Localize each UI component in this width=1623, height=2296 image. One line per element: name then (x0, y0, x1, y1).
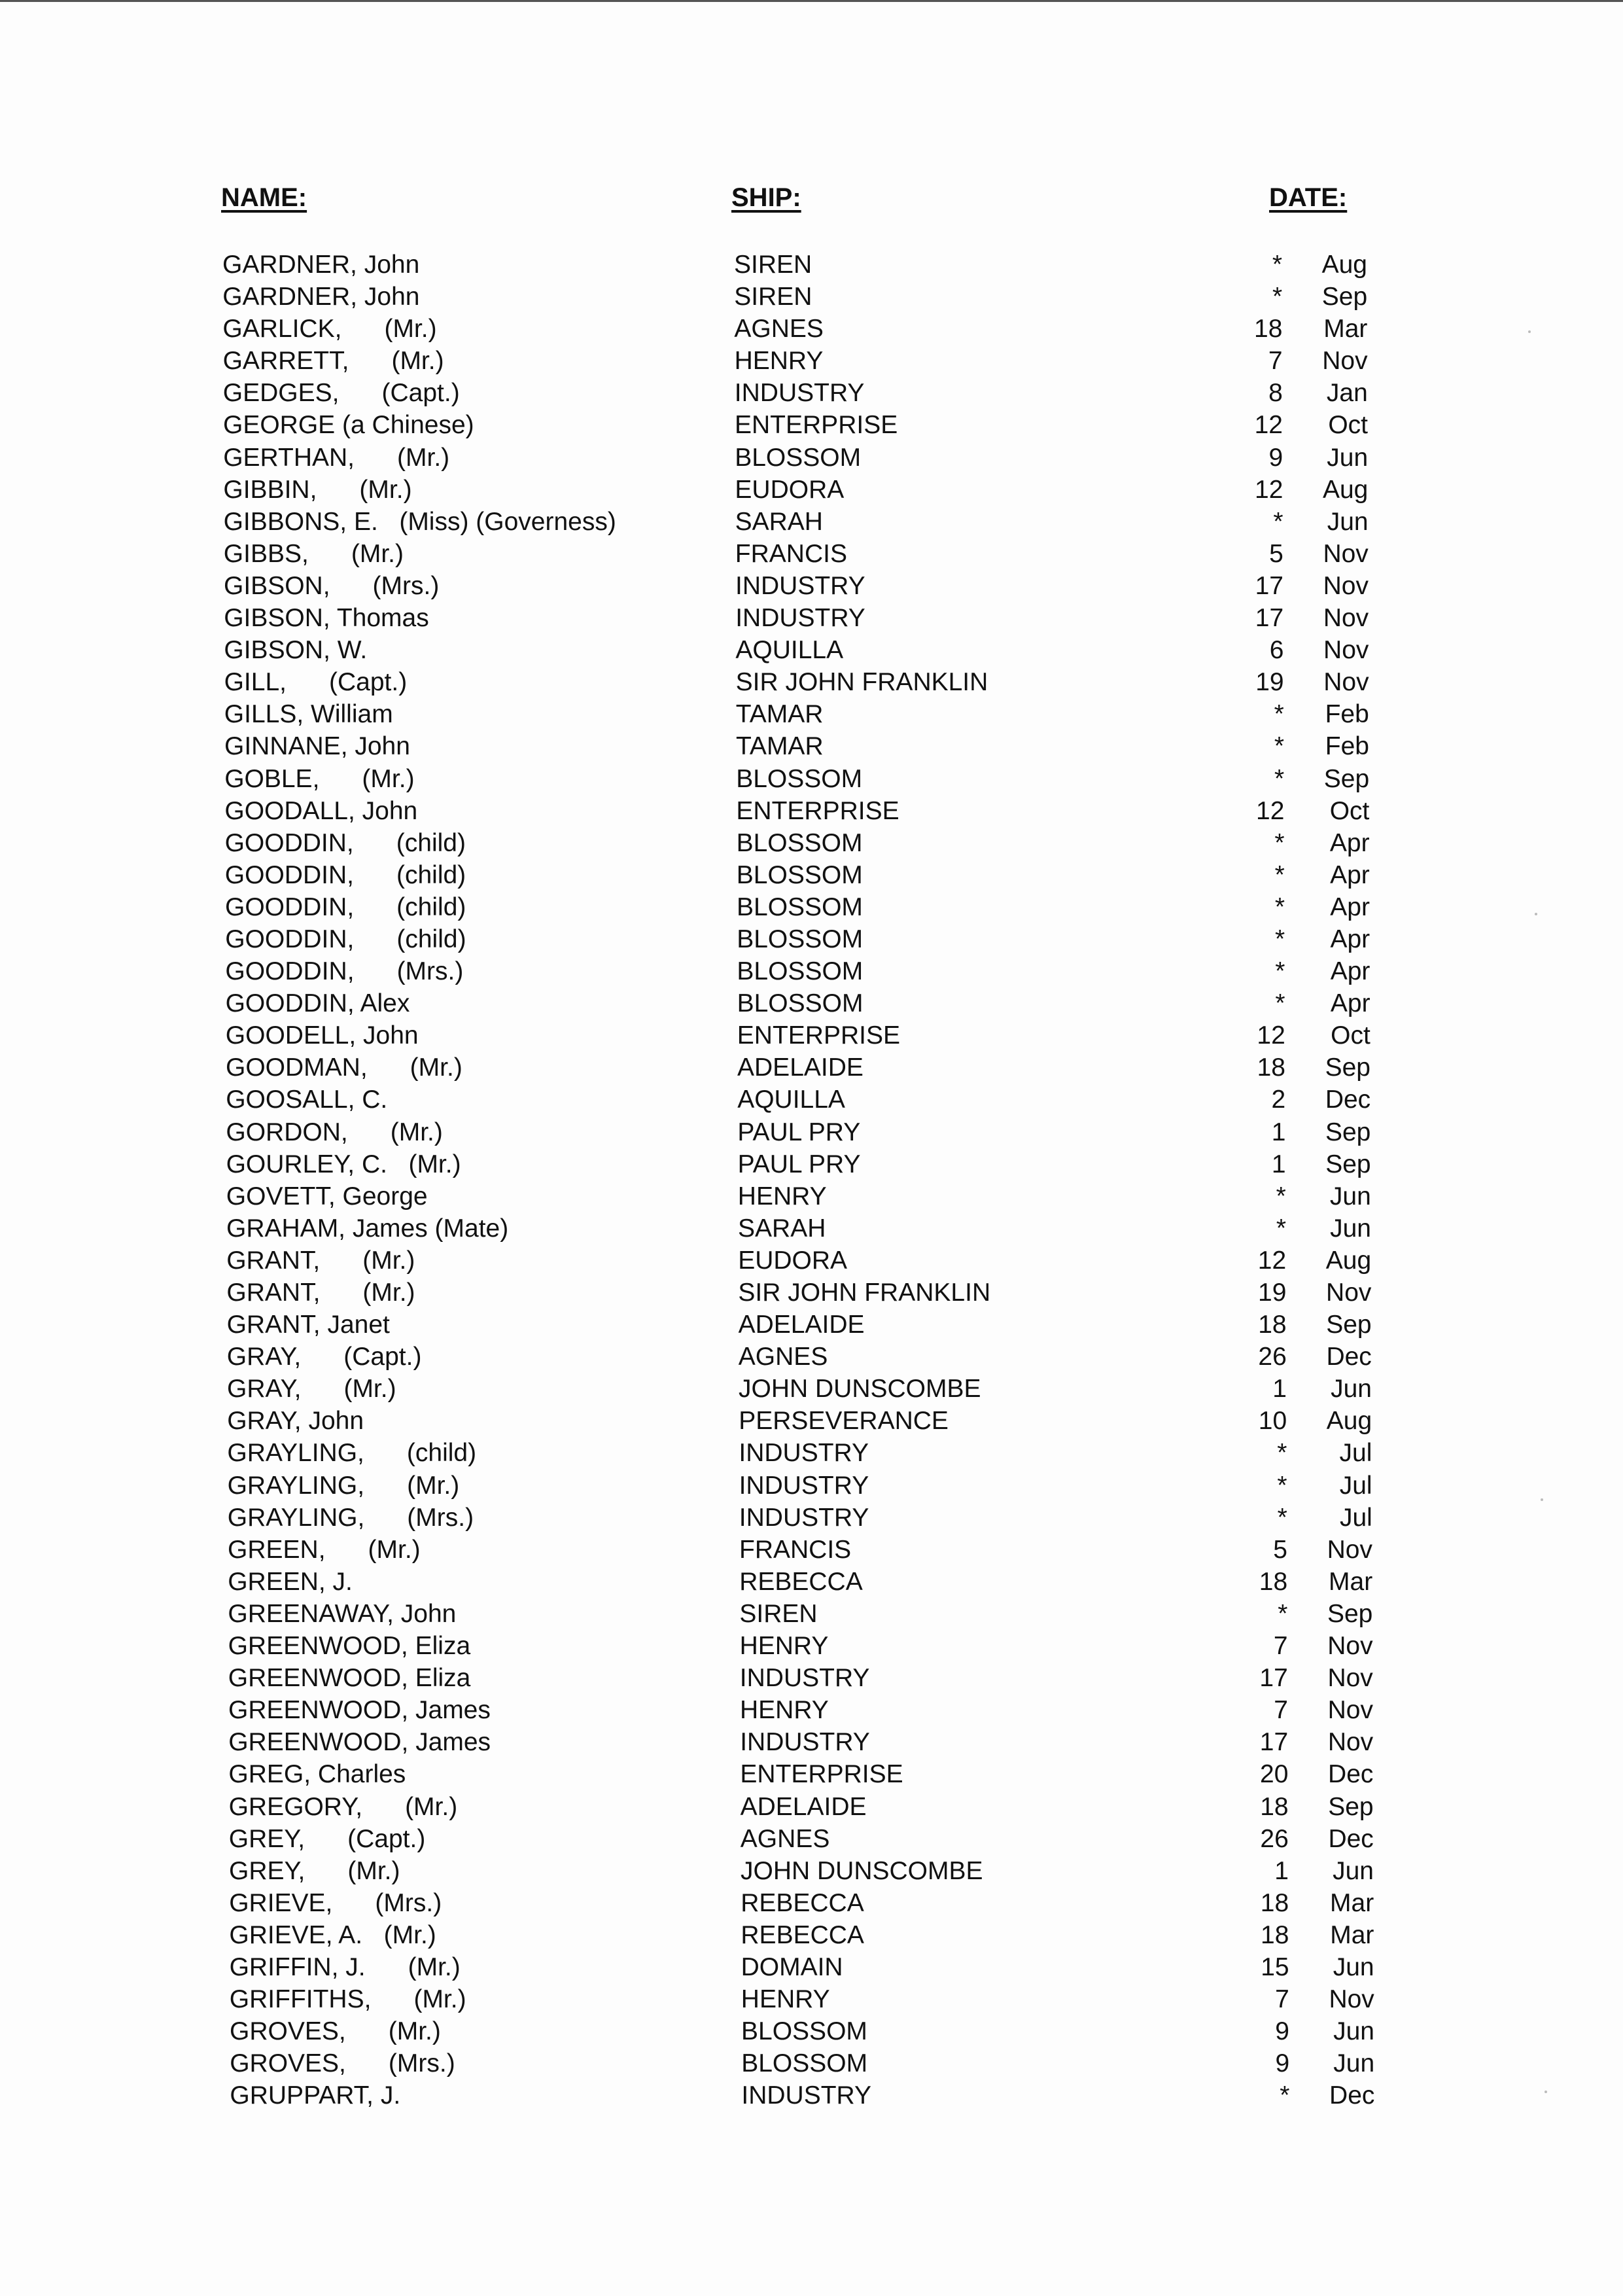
passenger-name: GRANT, Janet (226, 1311, 390, 1339)
passenger-name: GRANT, (Mr.) (226, 1279, 415, 1307)
passenger-list (0, 249, 1623, 2111)
passenger-name: GOOSALL, C. (226, 1086, 388, 1114)
arrival-day: 5 (1273, 1535, 1287, 1564)
arrival-day: 17 (1255, 571, 1283, 600)
arrival-day: 5 (1269, 539, 1283, 568)
table-row (7, 1951, 1623, 1983)
arrival-month: Feb (1325, 732, 1369, 761)
passenger-name: GOODDIN, (child) (225, 892, 466, 921)
arrival-month: Nov (1327, 1632, 1373, 1661)
arrival-month: Jun (1333, 1856, 1374, 1885)
arrival-month: Mar (1330, 1920, 1374, 1949)
arrival-day: 7 (1273, 1632, 1288, 1661)
table-row (5, 1502, 1623, 1534)
table-row (5, 1373, 1623, 1405)
ship-name: ENTERPRISE (736, 796, 899, 825)
arrival-month: Jun (1327, 443, 1369, 472)
passenger-name: GRIEVE, (Mrs.) (229, 1888, 442, 1917)
table-row (4, 1180, 1623, 1212)
arrival-month: Nov (1323, 636, 1369, 665)
arrival-month: Sep (1327, 1599, 1373, 1628)
arrival-day: 6 (1269, 636, 1284, 665)
table-row (3, 955, 1623, 987)
table-row (7, 1823, 1623, 1855)
ship-name: INDUSTRY (739, 1439, 869, 1468)
ship-name: SIREN (734, 251, 812, 279)
table-row (6, 1694, 1623, 1726)
arrival-month: Aug (1326, 1407, 1372, 1436)
table-row (7, 1919, 1623, 1951)
ship-name: INDUSTRY (739, 1664, 870, 1693)
table-row (7, 1983, 1623, 2015)
table-row (0, 281, 1623, 313)
ship-name: BLOSSOM (737, 925, 864, 953)
arrival-day: * (1274, 860, 1285, 889)
arrival-day: 12 (1256, 796, 1285, 825)
arrival-day: 9 (1275, 2049, 1290, 2078)
arrival-day: 12 (1255, 475, 1283, 504)
table-row (1, 538, 1623, 570)
table-row (1, 506, 1623, 538)
table-row (7, 2079, 1623, 2111)
arrival-month: Nov (1327, 1664, 1373, 1693)
table-row (6, 1630, 1623, 1662)
table-row (5, 1309, 1623, 1341)
table-row (3, 1116, 1623, 1148)
arrival-month: Mar (1323, 315, 1368, 344)
ship-name: SIR JOHN FRANKLIN (735, 668, 988, 697)
arrival-month: Jan (1326, 379, 1368, 408)
scan-speck (1535, 913, 1537, 915)
arrival-day: * (1274, 700, 1284, 729)
passenger-name: GRIEVE, A. (Mr.) (229, 1920, 436, 1949)
arrival-month: Aug (1322, 475, 1369, 504)
passenger-name: GOODDIN, Alex (225, 989, 410, 1018)
ship-name: INDUSTRY (740, 1728, 870, 1757)
passenger-name: GARRETT, (Mr.) (222, 347, 444, 376)
table-row (5, 1437, 1623, 1469)
arrival-day: * (1272, 251, 1282, 279)
passenger-name: GREENWOOD, James (228, 1728, 491, 1757)
arrival-month: Mar (1329, 1567, 1373, 1596)
arrival-day: 17 (1259, 1664, 1288, 1693)
ship-name: JOHN DUNSCOMBE (741, 1856, 983, 1885)
passenger-name: GORDON, (Mr.) (226, 1118, 443, 1146)
arrival-month: Nov (1323, 668, 1369, 697)
ship-name: SARAH (738, 1214, 826, 1243)
arrival-month: Sep (1325, 1118, 1371, 1146)
arrival-month: Nov (1327, 1728, 1374, 1757)
passenger-name: GRANT, (Mr.) (226, 1246, 415, 1275)
table-row (4, 1148, 1623, 1180)
ship-name: PAUL PRY (737, 1118, 861, 1146)
arrival-day: * (1276, 1182, 1286, 1210)
arrival-day: 12 (1254, 411, 1283, 440)
passenger-name: GARDNER, John (222, 251, 420, 279)
passenger-name: GREENWOOD, James (228, 1696, 491, 1725)
arrival-month: Oct (1328, 411, 1368, 440)
arrival-day: 12 (1257, 1246, 1287, 1275)
table-row (5, 1405, 1623, 1437)
arrival-month: Jul (1339, 1439, 1372, 1468)
arrival-day: * (1274, 764, 1285, 793)
passenger-name: GILL, (Capt.) (224, 668, 408, 697)
arrival-month: Mar (1330, 1888, 1374, 1917)
table-row (1, 442, 1623, 474)
ship-name: DOMAIN (741, 1952, 843, 1981)
arrival-month: Jun (1330, 1214, 1371, 1243)
passenger-name: GARDNER, John (222, 283, 420, 311)
arrival-day: 18 (1261, 1920, 1289, 1949)
arrival-day: 7 (1268, 347, 1283, 376)
ship-name: EUDORA (735, 475, 845, 504)
table-row (7, 1887, 1623, 1919)
table-row (4, 1245, 1623, 1277)
table-row (3, 1084, 1623, 1116)
table-row (0, 249, 1623, 281)
arrival-month: Feb (1325, 700, 1369, 729)
passenger-name: GEORGE (a Chinese) (223, 411, 474, 440)
ship-name: FRANCIS (739, 1535, 852, 1564)
arrival-day: * (1275, 989, 1285, 1018)
ship-name: INDUSTRY (741, 2081, 872, 2110)
arrival-day: 18 (1260, 1888, 1289, 1917)
table-row (0, 313, 1623, 345)
arrival-month: Apr (1330, 860, 1370, 889)
arrival-month: Aug (1325, 1246, 1372, 1275)
ship-name: BLOSSOM (741, 2049, 868, 2078)
arrival-day: 18 (1258, 1311, 1287, 1339)
passenger-name: GOODALL, John (224, 796, 418, 825)
table-row (1, 602, 1623, 634)
table-row (1, 377, 1623, 409)
arrival-month: Nov (1323, 604, 1369, 633)
arrival-day: 1 (1274, 1856, 1289, 1885)
passenger-name: GREEN, (Mr.) (228, 1535, 421, 1564)
arrival-day: 20 (1260, 1760, 1289, 1789)
arrival-day: * (1277, 1503, 1287, 1532)
table-row (2, 698, 1623, 730)
passenger-name: GRAY, (Capt.) (226, 1343, 422, 1371)
arrival-day: 15 (1261, 1952, 1289, 1981)
passenger-name: GRIFFITHS, (Mr.) (229, 1985, 466, 2014)
table-row (2, 795, 1623, 827)
passenger-name: GOODMAN, (Mr.) (226, 1053, 462, 1082)
arrival-day: * (1274, 732, 1284, 761)
arrival-month: Aug (1321, 251, 1367, 279)
ship-name: BLOSSOM (741, 2017, 867, 2046)
passenger-name: GIBSON, W. (224, 636, 368, 665)
table-row (3, 923, 1623, 955)
table-row (7, 2015, 1623, 2047)
passenger-name: GRAYLING, (Mrs.) (227, 1503, 474, 1532)
ship-name: BLOSSOM (736, 764, 863, 793)
passenger-name: GREY, (Capt.) (228, 1824, 426, 1853)
arrival-month: Nov (1323, 571, 1369, 600)
ship-name: SARAH (735, 507, 823, 536)
arrival-month: Jun (1327, 507, 1369, 536)
arrival-day: * (1273, 507, 1283, 536)
passenger-name: GREY, (Mr.) (229, 1856, 400, 1885)
table-row (3, 987, 1623, 1019)
arrival-day: * (1274, 892, 1285, 921)
arrival-month: Dec (1326, 1343, 1372, 1371)
passenger-name: GROVES, (Mrs.) (230, 2049, 455, 2078)
ship-name: PAUL PRY (737, 1150, 861, 1178)
arrival-month: Dec (1328, 1824, 1374, 1853)
ship-name: ENTERPRISE (740, 1760, 903, 1789)
ship-name: REBECCA (739, 1567, 863, 1596)
arrival-day: 8 (1268, 379, 1283, 408)
ship-name: AGNES (738, 1343, 828, 1371)
passenger-name: GREG, Charles (228, 1760, 406, 1789)
passenger-name: GREEN, J. (228, 1567, 353, 1596)
table-row (1, 409, 1623, 441)
arrival-month: Oct (1331, 1021, 1370, 1050)
scan-speck (1541, 1498, 1543, 1501)
ship-name: REBECCA (741, 1920, 864, 1949)
table-row (5, 1598, 1623, 1630)
arrival-day: * (1276, 1214, 1286, 1243)
ship-name: ADELAIDE (737, 1053, 864, 1082)
table-row (5, 1470, 1623, 1502)
ship-name: INDUSTRY (739, 1503, 869, 1532)
arrival-day: 10 (1258, 1407, 1287, 1436)
arrival-day: 26 (1260, 1824, 1289, 1853)
ship-name: ADELAIDE (740, 1792, 867, 1821)
arrival-month: Jun (1329, 1182, 1371, 1210)
table-row (3, 891, 1623, 923)
arrival-month: Apr (1330, 892, 1370, 921)
passenger-name: GIBSON, Thomas (224, 604, 429, 633)
passenger-name: GOODELL, John (225, 1021, 419, 1050)
table-row (1, 345, 1623, 377)
passenger-name: GILLS, William (224, 700, 393, 729)
table-row (5, 1566, 1623, 1598)
arrival-day: * (1277, 1471, 1287, 1500)
arrival-month: Dec (1325, 1086, 1371, 1114)
passenger-name: GIBBIN, (Mr.) (223, 475, 412, 504)
arrival-day: 12 (1257, 1021, 1285, 1050)
arrival-month: Nov (1329, 1985, 1374, 2014)
ship-name: AGNES (740, 1824, 830, 1853)
table-row (7, 2047, 1623, 2079)
arrival-day: * (1278, 1599, 1288, 1628)
arrival-month: Jul (1339, 1471, 1372, 1500)
arrival-day: * (1280, 2081, 1290, 2110)
ship-name: BLOSSOM (736, 860, 863, 889)
ship-name: TAMAR (735, 700, 824, 729)
passenger-name: GROVES, (Mr.) (230, 2017, 441, 2046)
passenger-name: GIBBONS, E. (Miss) (Governess) (223, 507, 616, 536)
arrival-day: * (1275, 925, 1285, 953)
arrival-day: 17 (1259, 1728, 1289, 1757)
passenger-name: GREENWOOD, Eliza (228, 1632, 471, 1661)
table-row (7, 1791, 1623, 1823)
arrival-month: Jun (1333, 1952, 1374, 1981)
ship-name: BLOSSOM (737, 892, 863, 921)
arrival-day: 19 (1258, 1279, 1287, 1307)
ship-name: AQUILLA (735, 636, 844, 665)
passenger-name: GINNANE, John (224, 732, 410, 761)
arrival-month: Sep (1326, 1311, 1372, 1339)
ship-name: BLOSSOM (736, 828, 863, 857)
ship-name: BLOSSOM (737, 989, 864, 1018)
passenger-name: GIBBS, (Mr.) (223, 539, 404, 568)
arrival-month: Jun (1333, 2017, 1374, 2046)
ship-name: HENRY (740, 1696, 829, 1725)
arrival-month: Nov (1326, 1279, 1372, 1307)
table-row (2, 730, 1623, 762)
passenger-name: GRAHAM, James (Mate) (226, 1214, 509, 1243)
passenger-name: GERTHAN, (Mr.) (223, 443, 450, 472)
ship-name: SIREN (739, 1599, 818, 1628)
arrival-month: Oct (1329, 796, 1370, 825)
ship-name: TAMAR (736, 732, 824, 761)
table-row (4, 1277, 1623, 1309)
arrival-month: Apr (1330, 989, 1370, 1018)
table-row (3, 1019, 1623, 1051)
arrival-month: Nov (1323, 539, 1369, 568)
ship-name: INDUSTRY (735, 571, 865, 600)
ship-name: HENRY (734, 347, 824, 376)
ship-name: ENTERPRISE (737, 1021, 901, 1050)
table-row (5, 1341, 1623, 1373)
table-row (4, 1212, 1623, 1245)
column-header-date: DATE: (1269, 183, 1348, 212)
passenger-name: GOODDIN, (child) (225, 925, 466, 953)
arrival-day: 1 (1271, 1118, 1286, 1146)
arrival-day: 1 (1271, 1150, 1286, 1178)
arrival-month: Jun (1333, 2049, 1375, 2078)
arrival-day: 26 (1258, 1343, 1287, 1371)
ship-name: INDUSTRY (739, 1471, 869, 1500)
ship-name: JOHN DUNSCOMBE (739, 1375, 981, 1404)
ship-name: HENRY (737, 1182, 827, 1210)
passenger-name: GOVETT, George (226, 1182, 428, 1210)
arrival-month: Apr (1329, 828, 1370, 857)
arrival-month: Nov (1327, 1535, 1372, 1564)
scan-speck (1544, 2091, 1547, 2093)
arrival-month: Jun (1331, 1375, 1372, 1404)
ship-name: AQUILLA (737, 1086, 845, 1114)
table-row (6, 1758, 1623, 1790)
passenger-name: GOODDIN, (Mrs.) (225, 957, 464, 986)
scan-top-edge (0, 0, 1623, 2)
arrival-day: 1 (1272, 1375, 1287, 1404)
arrival-day: 9 (1268, 443, 1283, 472)
passenger-name: GIBSON, (Mrs.) (224, 571, 440, 600)
arrival-day: * (1277, 1439, 1287, 1468)
ship-name: ADELAIDE (738, 1311, 865, 1339)
ship-name: SIREN (734, 283, 812, 311)
arrival-day: 18 (1257, 1053, 1285, 1082)
arrival-day: * (1272, 283, 1283, 311)
passenger-name: GREENAWAY, John (228, 1599, 457, 1628)
passenger-name: GOBLE, (Mr.) (224, 764, 415, 793)
table-row (1, 570, 1623, 602)
passenger-name: GARLICK, (Mr.) (222, 315, 437, 344)
ship-name: FRANCIS (735, 539, 847, 568)
arrival-month: Nov (1327, 1696, 1373, 1725)
table-row (6, 1662, 1623, 1694)
column-header-name: NAME: (221, 183, 307, 212)
table-row (3, 859, 1623, 891)
arrival-day: * (1274, 828, 1285, 857)
ship-name: ENTERPRISE (735, 411, 898, 440)
arrival-month: Sep (1325, 1053, 1370, 1082)
passenger-name: GOURLEY, C. (Mr.) (226, 1150, 461, 1178)
ship-name: HENRY (739, 1632, 829, 1661)
arrival-day: 17 (1255, 604, 1284, 633)
table-row (5, 1534, 1623, 1566)
arrival-day: 9 (1275, 2017, 1289, 2046)
arrival-month: Sep (1323, 764, 1370, 793)
ship-name: INDUSTRY (735, 604, 865, 633)
passenger-name: GRUPPART, J. (230, 2081, 401, 2110)
arrival-day: 2 (1271, 1086, 1286, 1114)
arrival-month: Dec (1328, 1760, 1374, 1789)
table-row (7, 1855, 1623, 1887)
arrival-month: Nov (1322, 347, 1368, 376)
passenger-name: GEDGES, (Capt.) (222, 379, 460, 408)
table-row (1, 634, 1623, 666)
arrival-day: 19 (1255, 668, 1284, 697)
arrival-day: 18 (1259, 1567, 1288, 1596)
table-row (2, 666, 1623, 698)
table-row (2, 763, 1623, 795)
passenger-name: GREGORY, (Mr.) (228, 1792, 458, 1821)
table-row (1, 474, 1623, 506)
passenger-name: GOODDIN, (child) (224, 860, 466, 889)
passenger-name: GRAYLING, (Mr.) (227, 1471, 460, 1500)
passenger-name: GRIFFIN, J. (Mr.) (229, 1952, 461, 1981)
arrival-month: Apr (1330, 925, 1370, 953)
arrival-day: * (1275, 957, 1285, 986)
table-row (6, 1726, 1623, 1758)
ship-name: HENRY (741, 1985, 830, 2014)
ship-name: AGNES (734, 315, 824, 344)
arrival-day: 18 (1254, 315, 1283, 344)
ship-name: BLOSSOM (737, 957, 864, 986)
arrival-day: 7 (1274, 1696, 1288, 1725)
arrival-month: Sep (1328, 1792, 1374, 1821)
passenger-name: GRAYLING, (child) (227, 1439, 477, 1468)
ship-name: SIR JOHN FRANKLIN (738, 1279, 991, 1307)
arrival-month: Sep (1325, 1150, 1371, 1178)
ship-name: BLOSSOM (735, 443, 862, 472)
ship-name: REBECCA (741, 1888, 864, 1917)
column-header-ship: SHIP: (731, 183, 801, 212)
passenger-name: GREENWOOD, Eliza (228, 1664, 471, 1693)
table-row (3, 1051, 1623, 1084)
arrival-month: Sep (1321, 283, 1368, 311)
ship-name: EUDORA (738, 1246, 848, 1275)
arrival-day: 7 (1275, 1985, 1289, 2014)
arrival-month: Apr (1330, 957, 1370, 986)
scan-speck (1528, 330, 1531, 333)
table-row (3, 827, 1623, 859)
arrival-month: Jul (1339, 1503, 1372, 1532)
arrival-month: Dec (1329, 2081, 1375, 2110)
arrival-day: 18 (1260, 1792, 1289, 1821)
passenger-name: GOODDIN, (child) (224, 828, 466, 857)
ship-name: PERSEVERANCE (739, 1407, 949, 1436)
passenger-name: GRAY, (Mr.) (227, 1375, 396, 1404)
ship-name: INDUSTRY (734, 379, 865, 408)
passenger-name: GRAY, John (227, 1407, 364, 1436)
